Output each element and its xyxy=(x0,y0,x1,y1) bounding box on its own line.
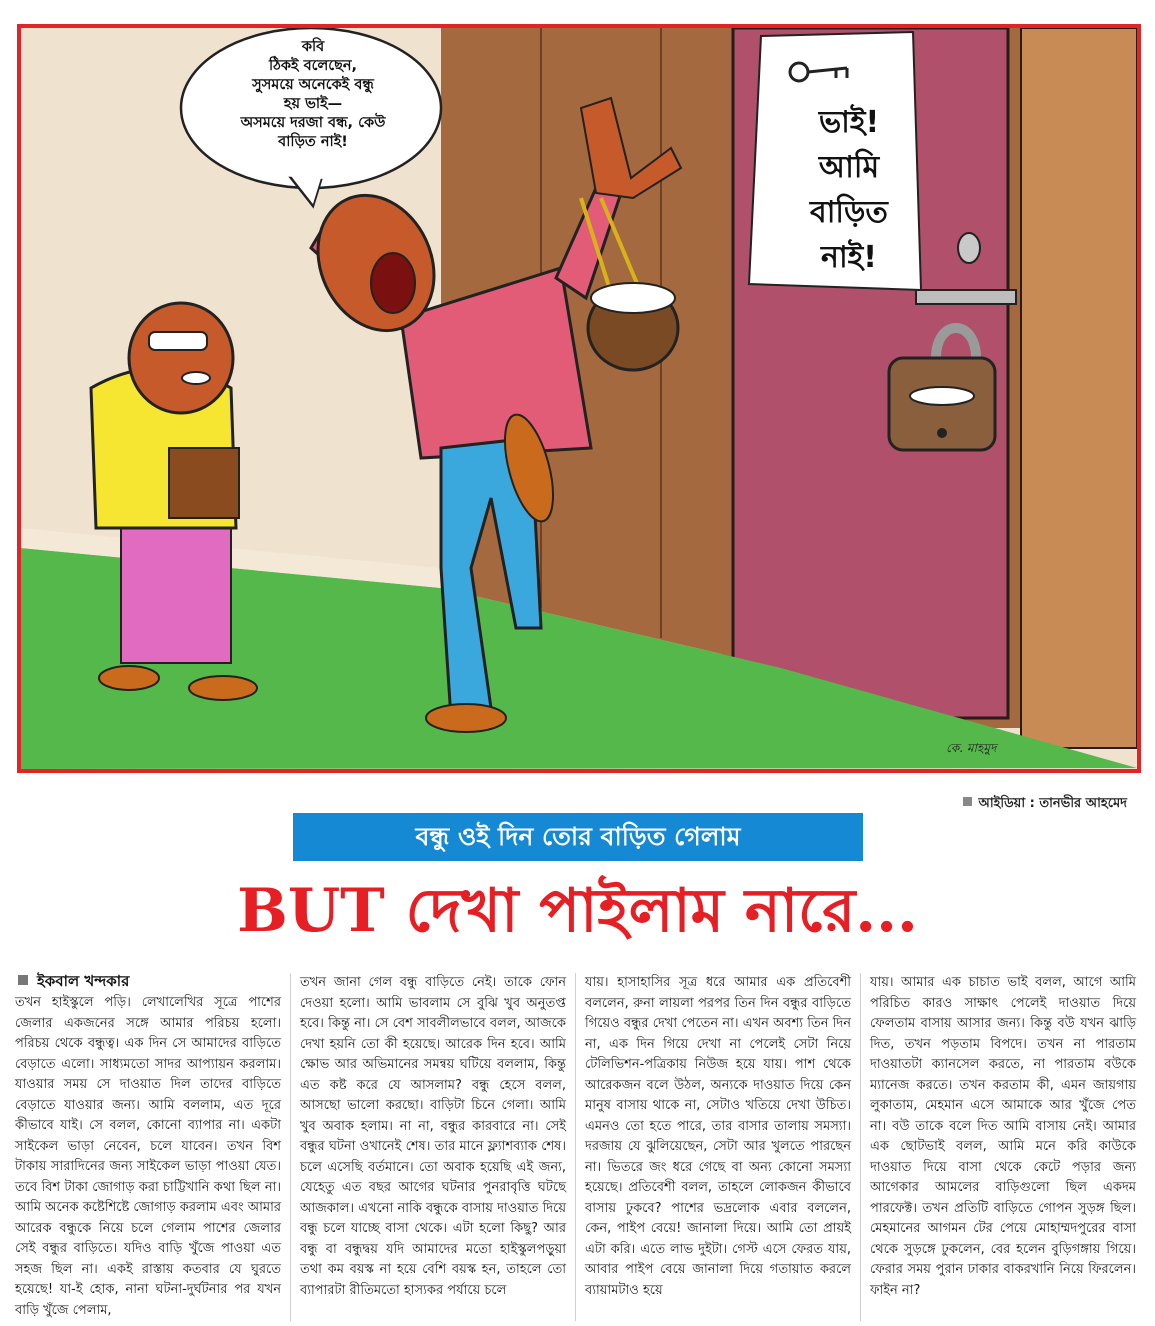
byline xyxy=(18,970,129,995)
idea-credit xyxy=(963,794,1127,815)
cartoon-panel xyxy=(17,24,1141,773)
speech-bubble-text: কবি ঠিকই বলেছেন, সুসময়ে অনেকেই বন্ধু হয় ভাই— অসময়ে দরজা বন্ধ, কেউ বাড়িত নাই! xyxy=(240,39,386,150)
column-divider xyxy=(290,973,291,1321)
doorknob-icon xyxy=(958,233,980,263)
column-divider xyxy=(860,973,861,1321)
article-column-1: তখন হাইস্কুলে পড়ি। লেখালেখির সূত্রে পাশের জেলার একজনের সঙ্গে আমার পরিচয় হলো। পরিচয় থেকে বন্ধুত্ব। এক দিন সে আমাদের বাড়িতে বেড়াতে এলো। সাধ্যমতো সাদর আপ্যায়ন করলাম। যাওয়ার সময় সে দাওয়াত দিল তাদের বাড়িতে বেড়াতে যাওয়ার জন্য। আমি বললাম, এত দূরে কীভাবে যাই। সে বলল, কোনো ব্যাপার না। একটা সাইকেল ভাড়া নেবেন, চলে যাবেন। তখন বিশ টাকায় সারাদিনের জন্য সাইকেল ভাড়া পাওয়া যেত। তবে বিশ টাকা জোগাড় করা চাট্টিখানি কথা ছিল না। আমি অনেক কষ্টেশিষ্টে জোগাড় করলাম এবং আমার আরেক বন্ধুকে নিয়ে চলে গেলাম পাশের জেলার সেই বন্ধুর বাড়িতে। যদিও বাড়ি খুঁজে পাওয়া এত সহজ ছিল না। একই রাস্তায় কতবার যে ঘুরতে হয়েছে! যা-ই হোক, নানা ঘটনা-দুর্ঘটনার পর যখন বাড়ি খুঁজে পেলাম, xyxy=(15,995,281,1318)
headline: BUT দেখা পাইলাম নারে... xyxy=(237,876,918,946)
column-divider xyxy=(575,973,576,1321)
byline-text: ইকবাল খন্দকার xyxy=(37,972,130,990)
artist-signature: কে. মাহমুদ xyxy=(946,741,997,755)
article-column-2: তখন জানা গেল বন্ধু বাড়িতে নেই। তাকে ফোন দেওয়া হলো। আমি ভাবলাম সে বুঝি খুব অনুতপ্ত হবে। কিন্তু না। সে বেশ সাবলীলভাবে বলল, আজকে দেখা হয়নি তো কী হয়েছে। আরেক দিন হবে। আমি ক্ষোভ আর অভিমানের সমন্বয় ঘটিয়ে বললাম, কিন্তু এত কষ্ট করে যে আসলাম? বন্ধু হেসে বলল, আসছো ভালো করছো। বাড়িটা চিনে গেলা। আমি খুব অবাক হলাম। না না, বন্ধুর কারবারে না। সেই বন্ধুর ঘটনা ওখানেই শেষ। তার মানে ফ্ল্যাশব্যাক শেষ। চলে এসেছি বর্তমানে। তো অবাক হয়েছি এই জন্য, যেহেতু এত বছর আগের ঘটনার পুনরাবৃত্তি ঘটছে আজকাল। এখনো নাকি বন্ধুকে বাসায় দাওয়াত দিয়ে বন্ধু চলে যাচ্ছে বাসা থেকে। এটা হলো কিছু? আর বন্ধু বা বন্ধুদ্বয় যদি আমাদের মতো হাইস্কুলপড়ুয়া তথা কম বয়স্ক না হয়ে বেশি বয়স্ক হন, তাহলে তো ব্যাপারটা রীতিমতো হাস্যকর পর্যায়ে চলে xyxy=(300,975,566,1298)
square-bullet-icon xyxy=(963,797,972,806)
article-column-4: যায়। আমার এক চাচাত ভাই বলল, আগে আমি পরিচিত কারও সাক্ষাৎ পেলেই দাওয়াত দিয়ে ফেলতাম বাসায় আসার জন্য। কিন্তু বউ যখন ঝাড়ি দিত, তখন পড়তাম বিপদে। তখন না পারতাম দাওয়াতটা ক্যানসেল করতে, না পারতাম বউকে ম্যানেজ করতে। তখন করতাম কী, এমন জায়গায় লুকাতাম, মেহমান এসে আমাকে আর খুঁজে পেত না। বউ তাকে বলে দিত আমি বাসায় নেই। আমার এক ছোটভাই বলল, আমি মনে করি কাউকে দাওয়াত দিয়ে বাসা থেকে কেটে পড়ার জন্য আগেকার আমলের বাড়িগুলো ছিল একদম পারফেক্ট। তখন প্রতিটি বাড়িতে গোপন সুড়ঙ্গ ছিল। মেহমানের আগমন টের পেয়ে মোহাম্মদপুরের বাসা থেকে সুড়ঙ্গে ঢুকলেন, বের হলেন বুড়িগঙ্গায় গিয়ে। ফেরার সময় পুরান ঢাকার বাকরখানি নিয়ে ফিরলেন। ফাইন না? xyxy=(870,975,1136,1298)
idea-credit-text: আইডিয়া : তানভীর আহমেদ xyxy=(978,796,1127,811)
square-bullet-icon xyxy=(18,975,28,985)
kicker-heading: বন্ধু ওই দিন তোর বাড়িত গেলাম xyxy=(293,813,863,861)
cartoon-illustration xyxy=(21,28,1137,769)
door-notice-text: ভাই! আমি বাড়িত নাই! xyxy=(810,105,888,275)
article-column-3: যায়। হাসাহাসির সূত্র ধরে আমার এক প্রতিবেশী বললেন, রুনা লায়লা পরপর তিন দিন বন্ধুর বাড়িতে গিয়েও বন্ধুর দেখা পেতেন না। এখন অবশ্য তিন দিন না, এক দিন গিয়ে দেখা না পেলেই সেটা নিয়ে টেলিভিশন-পত্রিকায় নিউজ হয়ে যায়। পাশ থেকে আরেকজন বলে উঠল, অন্যকে দাওয়াত দিয়ে কেন মানুষ বাসায় থাকে না, সেটাও খতিয়ে দেখা উচিত। এমনও তো হতে পারে, তার বাসার তালায় সমস্যা। দরজায় যে ঝুলিয়েছেন, সেটা আর খুলতে পারছেন না। ভিতরে জং ধরে গেছে বা অন্য কোনো সমস্যা হয়েছে। প্রতিবেশী বলল, তাহলে লোকজন কীভাবে বাসায় ঢুকবে? পাশের ভদ্রলোক এবার বললেন, কেন, পাইপ বেয়ে! জানালা দিয়ে। আমি তো প্রায়ই এটা করি। এতে লাভ দুইটা। গেস্ট এসে ফেরত যায়, আবার পাইপ বেয়ে জানালা দিয়ে গতায়াত করলে ব্যায়ামটাও হয়ে xyxy=(585,975,851,1298)
